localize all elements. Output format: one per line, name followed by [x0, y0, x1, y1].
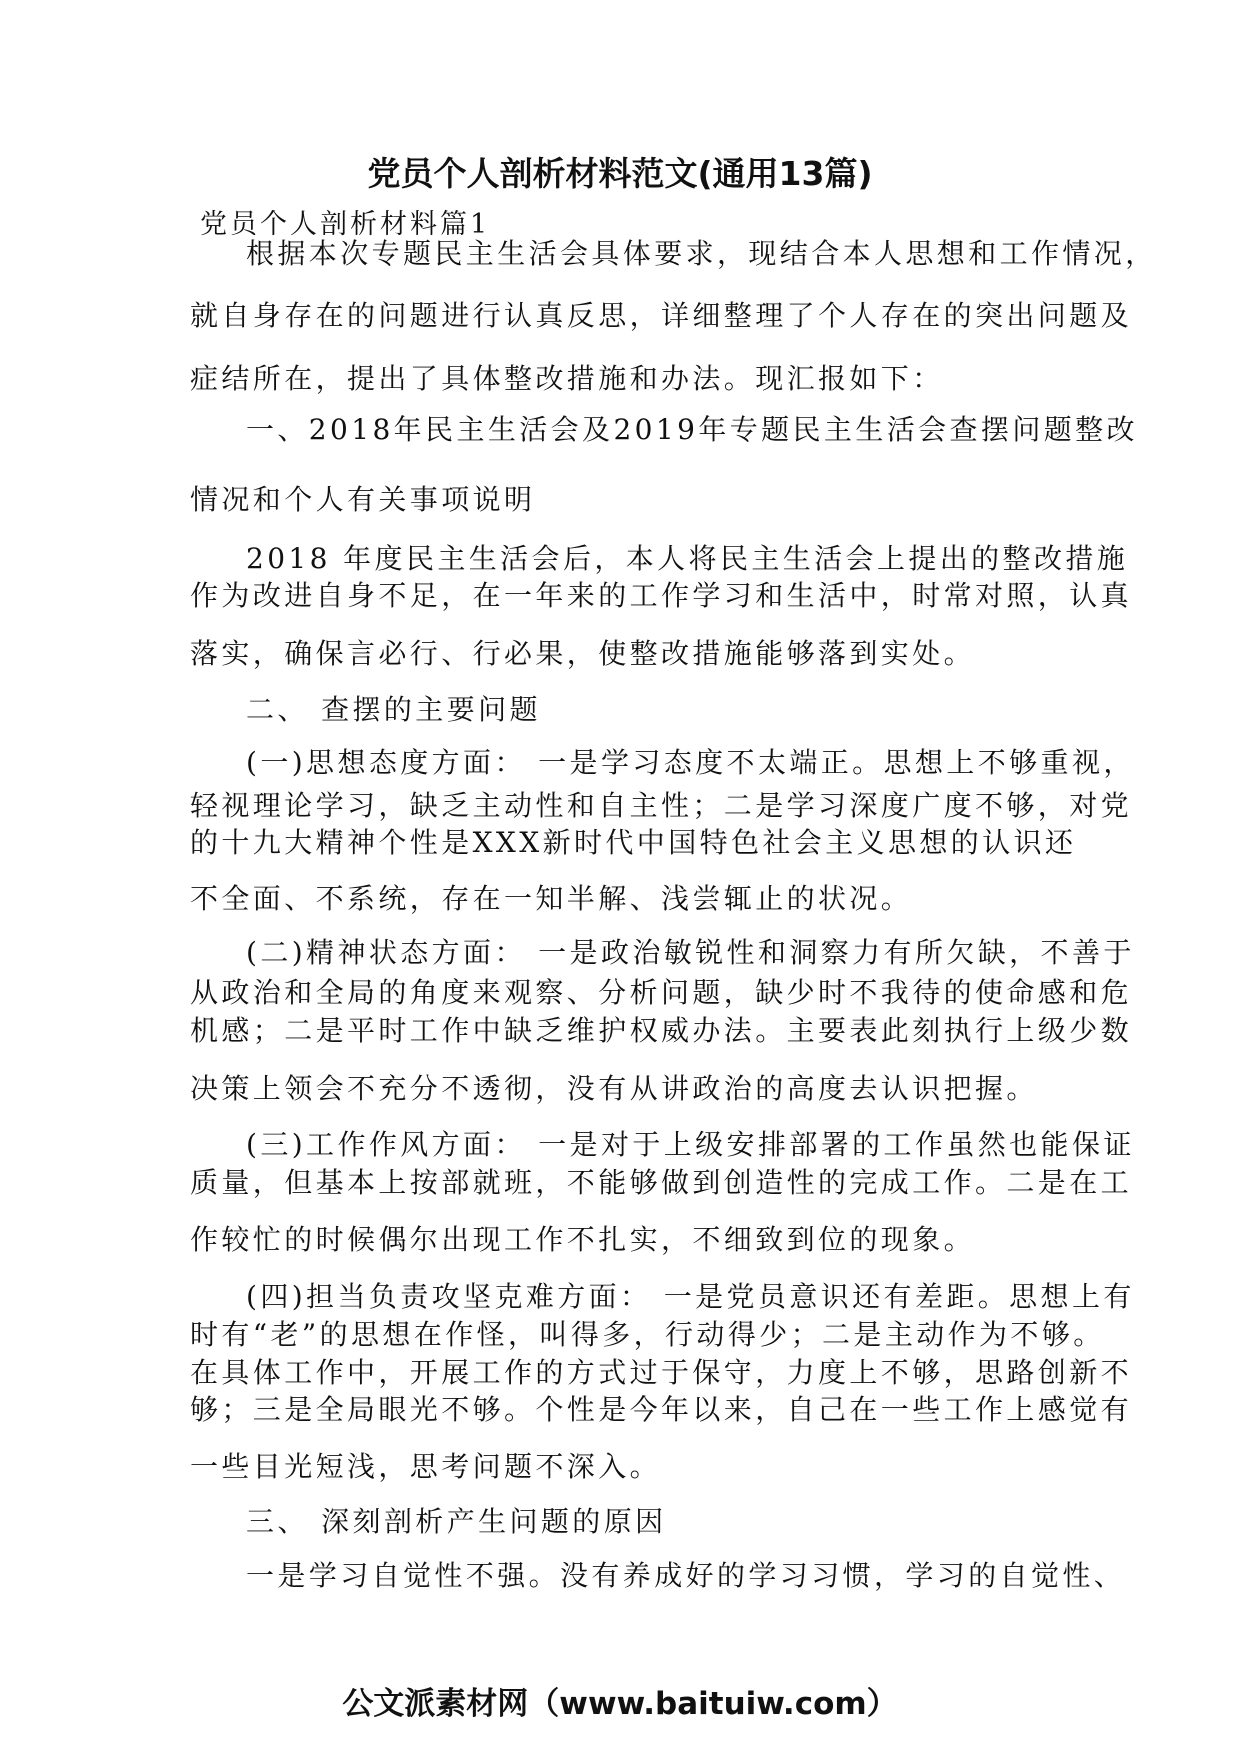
paragraph-line: 一是学习自觉性不强。没有养成好的学习习惯，学习的自觉性、 [246, 1559, 1126, 1592]
paragraph-line: 作较忙的时候偶尔出现工作不扎实，不细致到位的现象。 [190, 1223, 976, 1256]
heading-line: 一、2018年民主生活会及2019年专题民主生活会查摆问题整改 [246, 413, 1138, 446]
heading-line: 三、 深刻剖析产生问题的原因 [246, 1505, 667, 1538]
paragraph-line: 作为改进自身不足，在一年来的工作学习和生活中，时常对照，认真 [190, 579, 1133, 612]
footer-watermark: 公文派素材网（www.baituiw.com） [342, 1686, 898, 1722]
paragraph-line: 2018 年度民主生活会后，本人将民主生活会上提出的整改措施 [246, 542, 1129, 575]
paragraph-line: 一些目光短浅，思考问题不深入。 [190, 1450, 662, 1483]
paragraph-line: 时有“老”的思想在作怪，叫得多，行动得少；二是主动作为不够。 [190, 1318, 1105, 1351]
paragraph-line: 根据本次专题民主生活会具体要求，现结合本人思想和工作情况， [246, 237, 1157, 270]
paragraph-line: 从政治和全局的角度来观察、分析问题，缺少时不我待的使命感和危 [190, 976, 1133, 1009]
paragraph-line: 够；三是全局眼光不够。个性是今年以来，自己在一些工作上感觉有 [190, 1393, 1133, 1426]
heading-line: 情况和个人有关事项说明 [190, 483, 536, 516]
paragraph-line: (二)精神状态方面： 一是政治敏锐性和洞察力有所欠缺，不善于 [246, 936, 1135, 969]
paragraph-line: 就自身存在的问题进行认真反思，详细整理了个人存在的突出问题及 [190, 299, 1133, 332]
paragraph-line: 落实，确保言必行、行必果，使整改措施能够落到实处。 [190, 637, 976, 670]
paragraph-line: (一)思想态度方面： 一是学习态度不太端正。思想上不够重视， [246, 746, 1135, 779]
paragraph-line: 决策上领会不充分不透彻，没有从讲政治的高度去认识把握。 [190, 1072, 1038, 1105]
paragraph-line: 机感；二是平时工作中缺乏维护权威办法。主要表此刻执行上级少数 [190, 1014, 1133, 1047]
paragraph-line: (四)担当负责攻坚克难方面： 一是党员意识还有差距。思想上有 [246, 1280, 1135, 1313]
paragraph-line: 轻视理论学习，缺乏主动性和自主性；二是学习深度广度不够，对党 [190, 789, 1133, 822]
paragraph-line: 的十九大精神个性是XXX新时代中国特色社会主义思想的认识还 [190, 826, 1077, 859]
paragraph-line: 不全面、不系统，存在一知半解、浅尝辄止的状况。 [190, 882, 913, 915]
heading-line: 二、 查摆的主要问题 [246, 693, 541, 726]
paragraph-line: 在具体工作中，开展工作的方式过于保守，力度上不够，思路创新不 [190, 1356, 1133, 1389]
section-subtitle: 党员个人剖析材料篇1 [200, 209, 491, 240]
paragraph-line: (三)工作作风方面： 一是对于上级安排部署的工作虽然也能保证 [246, 1128, 1135, 1161]
document-title: 党员个人剖析材料范文(通用13篇) [367, 154, 873, 193]
paragraph-line: 质量，但基本上按部就班，不能够做到创造性的完成工作。二是在工 [190, 1166, 1133, 1199]
paragraph-line: 症结所在，提出了具体整改措施和办法。现汇报如下： [190, 362, 944, 395]
